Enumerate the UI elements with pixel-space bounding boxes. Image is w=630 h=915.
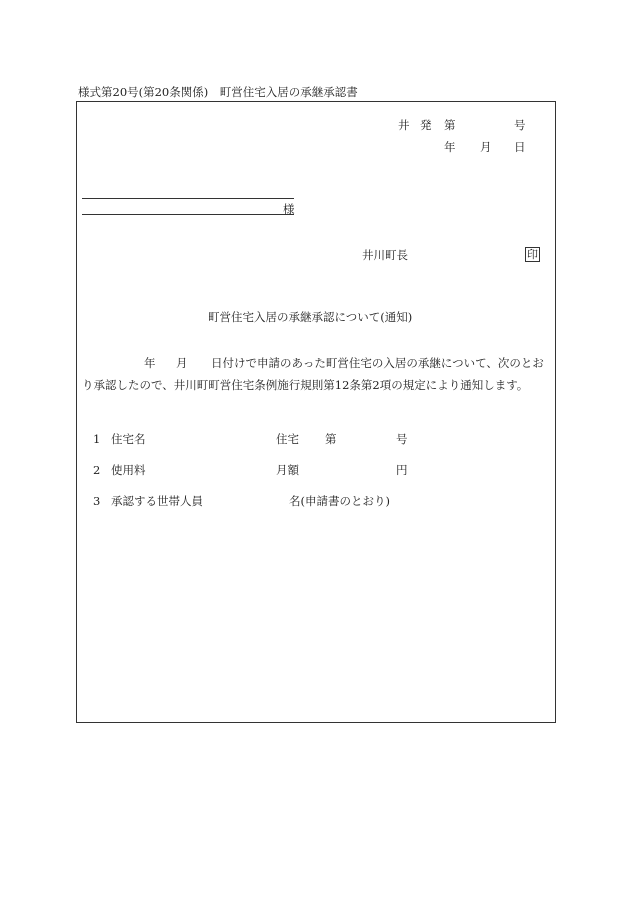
date-day: 日 — [514, 140, 526, 154]
ref-prefix-2: 発 — [420, 118, 432, 132]
issuer: 井川町長 — [362, 248, 408, 262]
item-3-label: 承認する世帯人員 — [111, 494, 203, 508]
item-2-yen: 円 — [396, 463, 408, 477]
item-1-number: 1 — [93, 432, 101, 446]
seal-mark: 印 — [527, 248, 538, 261]
body-line-1: 日付けで申請のあった町営住宅の入居の承継について、次のとお — [211, 356, 544, 370]
document-frame — [76, 101, 556, 723]
addressee-line-2 — [82, 214, 294, 215]
item-1-label: 住宅名 — [111, 432, 146, 446]
item-1-dai: 第 — [325, 432, 337, 446]
body-month: 月 — [176, 356, 188, 370]
item-2-getsugaku: 月額 — [276, 463, 299, 477]
form-title: 様式第20号(第20条関係) 町営住宅入居の承継承認書 — [78, 85, 358, 99]
item-3-count-note: 名(申請書のとおり) — [289, 494, 390, 508]
item-1-go: 号 — [396, 432, 408, 446]
addressee-line-1 — [82, 198, 294, 199]
ref-prefix-1: 井 — [398, 118, 410, 132]
addressee-suffix: 様 — [283, 202, 295, 216]
body-year: 年 — [144, 356, 156, 370]
date-month: 月 — [480, 140, 492, 154]
item-3-number: 3 — [93, 494, 101, 508]
ref-go: 号 — [514, 118, 526, 132]
ref-dai: 第 — [444, 118, 456, 132]
item-2-label: 使用料 — [111, 463, 146, 477]
item-1-jutaku: 住宅 — [276, 432, 299, 446]
item-2-number: 2 — [93, 463, 101, 477]
date-year: 年 — [444, 140, 456, 154]
subject: 町営住宅入居の承継承認について(通知) — [208, 310, 413, 324]
body-line-2: り承認したので、井川町町営住宅条例施行規則第12条第2項の規定により通知します。 — [82, 378, 529, 392]
